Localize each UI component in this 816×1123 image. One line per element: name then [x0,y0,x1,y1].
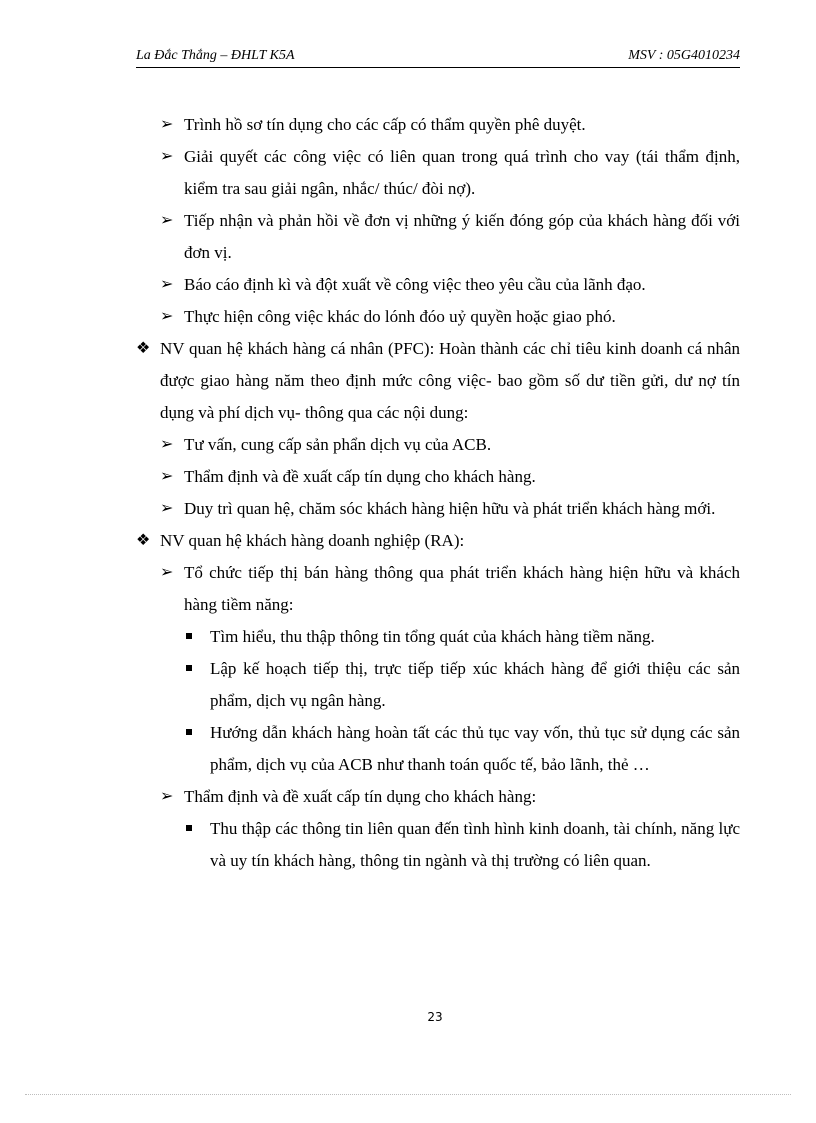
list-item: ➢ Trình hồ sơ tín dụng cho các cấp có thẩm quyền phê duyệt. [136,109,740,141]
square-bullet-icon [186,825,192,831]
diamond-bullet-icon: ❖ [136,340,151,357]
list-item: ➢ Tiếp nhận và phản hồi về đơn vị những ý kiến đóng góp của khách hàng đối với đơn vị. [136,205,740,269]
document-body [136,109,740,877]
list-item: ➢ Duy trì quan hệ, chăm sóc khách hàng hiện hữu và phát triển khách hàng mới. [136,493,740,525]
square-bullet-icon [186,729,192,735]
sub-list-item: Thu thập các thông tin liên quan đến tình hình kinh doanh, tài chính, năng lực và uy tín khách hàng, thông tin ngành và thị trường có liên quan. [136,813,740,877]
list-item: ➢ Thẩm định và đề xuất cấp tín dụng cho khách hàng. [136,461,740,493]
page-bottom-divider [25,1094,791,1095]
header-student-id: MSV : 05G4010234 [628,48,740,63]
arrow-bullet-icon: ➢ [160,500,174,517]
section-item: ❖ NV quan hệ khách hàng doanh nghiệp (RA): [136,525,740,557]
list-item: ➢ Thực hiện công việc khác do lónh đóo uỷ quyền hoặc giao phó. [136,301,740,333]
arrow-bullet-icon: ➢ [160,788,174,805]
arrow-bullet-icon: ➢ [160,212,174,229]
list-item: ➢ Tổ chức tiếp thị bán hàng thông qua phát triển khách hàng hiện hữu và khách hàng tiềm năng: [136,557,740,621]
arrow-bullet-icon: ➢ [160,468,174,485]
list-item: ➢ Báo cáo định kì và đột xuất về công việc theo yêu cầu của lãnh đạo. [136,269,740,301]
arrow-bullet-icon: ➢ [160,116,174,133]
square-bullet-icon [186,665,192,671]
header-author: La Đắc Thắng – ĐHLT K5A [136,48,295,63]
arrow-bullet-icon: ➢ [160,276,174,293]
square-bullet-icon [186,633,192,639]
list-item: ➢ Tư vấn, cung cấp sản phẩn dịch vụ của ACB. [136,429,740,461]
arrow-bullet-icon: ➢ [160,564,174,581]
list-item: ➢ Giải quyết các công việc có liên quan trong quá trình cho vay (tái thẩm định, kiểm tra sau giải ngân, nhắc/ thúc/ đòi nợ). [136,141,740,205]
page-number: 23 [427,1010,443,1024]
sub-list-item: Tìm hiểu, thu thập thông tin tổng quát của khách hàng tiềm năng. [136,621,740,653]
arrow-bullet-icon: ➢ [160,436,174,453]
arrow-bullet-icon: ➢ [160,148,174,165]
page-header [136,47,740,68]
diamond-bullet-icon: ❖ [136,532,151,549]
arrow-bullet-icon: ➢ [160,308,174,325]
list-item: ➢ Thẩm định và đề xuất cấp tín dụng cho khách hàng: [136,781,740,813]
sub-list-item: Lập kế hoạch tiếp thị, trực tiếp tiếp xúc khách hàng để giới thiệu các sản phẩm, dịch vụ ngân hàng. [136,653,740,717]
section-item: ❖ NV quan hệ khách hàng cá nhân (PFC): Hoàn thành các chỉ tiêu kinh doanh cá nhân được giao hàng năm theo định mức công việc- bao gồm số dư tiền gửi, dư nợ tín dụng và phí dịch vụ- thông qua các nội dung: [136,333,740,429]
sub-list-item: Hướng dẫn khách hàng hoàn tất các thủ tục vay vốn, thủ tục sử dụng các sản phẩm, dịch vụ của ACB như thanh toán quốc tế, bảo lãnh, thẻ … [136,717,740,781]
